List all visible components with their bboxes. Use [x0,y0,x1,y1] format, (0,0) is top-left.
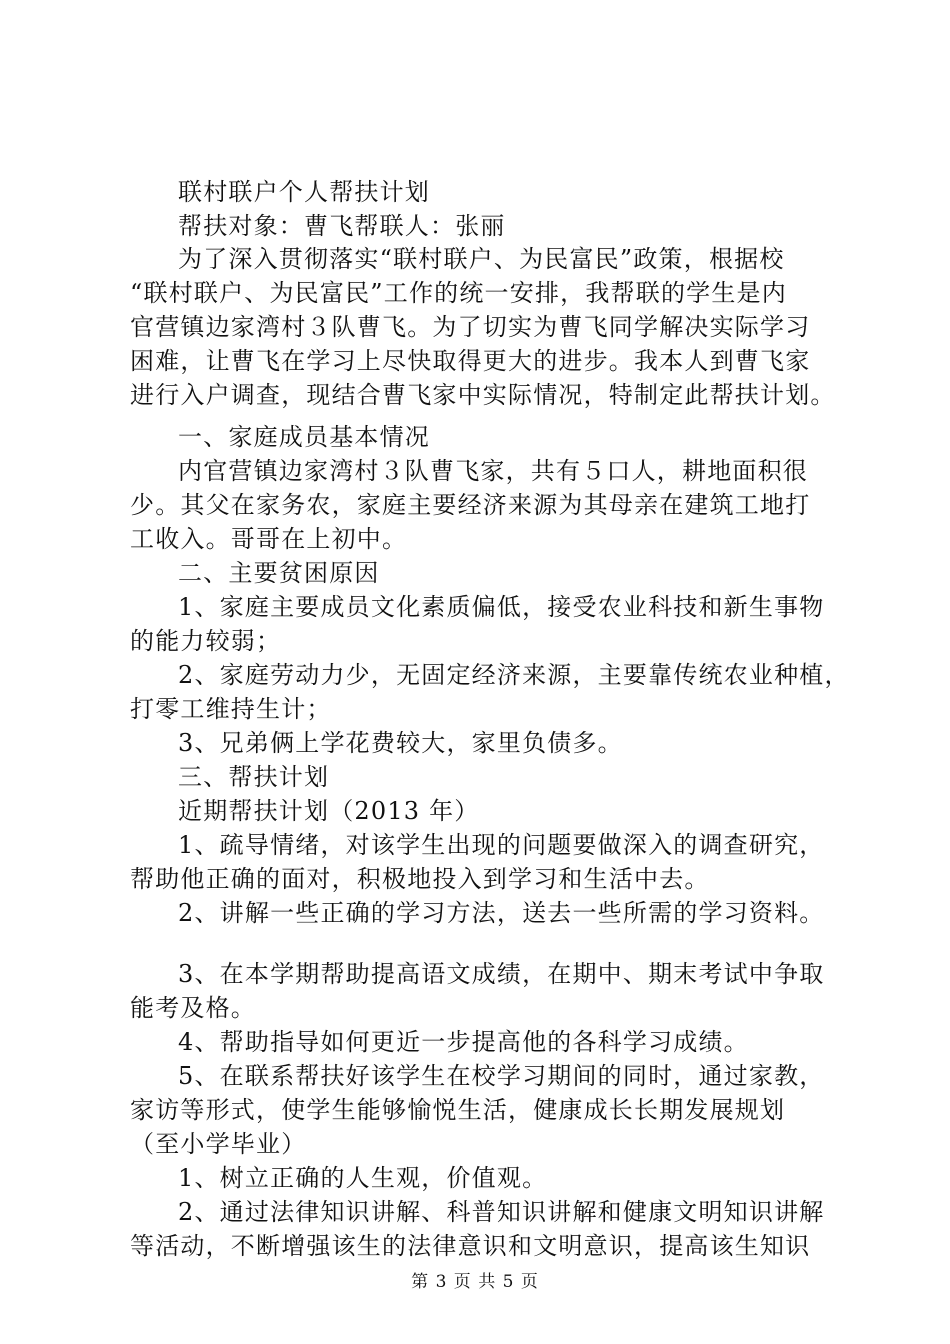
paragraph-line: 3、在本学期帮助提高语文成绩，在期中、期末考试中争取 [178,960,825,988]
intro-line: 困难，让曹飞在学习上尽快取得更大的进步。我本人到曹飞家 [130,347,811,375]
paragraph-line: 的能力较弱； [130,627,282,655]
section-heading: 一、家庭成员基本情况 [178,423,430,451]
paragraph-line: 1、家庭主要成员文化素质偏低，接受农业科技和新生事物 [178,593,825,621]
intro-line: 进行入户调查，现结合曹飞家中实际情况，特制定此帮扶计划。 [130,381,836,409]
intro-line: 为了深入贯彻落实“联村联户、为民富民”政策，根据校 [178,245,785,273]
paragraph-line: 能考及格。 [130,994,256,1022]
paragraph-line: 4、帮助指导如何更近一步提高他的各科学习成绩。 [178,1028,749,1056]
section-heading: 二、主要贫困原因 [178,559,380,587]
paragraph-line: 1、疏导情绪，对该学生出现的问题要做深入的调查研究， [178,831,825,859]
subsection-heading: 近期帮扶计划（2013 年） [178,797,480,825]
paragraph-line: 等活动，不断增强该生的法律意识和文明意识，提高该生知识 [130,1232,811,1260]
paragraph-line: 2、讲解一些正确的学习方法，送去一些所需的学习资料。 [178,899,825,927]
paragraph-line: 少。其父在家务农，家庭主要经济来源为其母亲在建筑工地打 [130,491,811,519]
paragraph-line: 工收入。哥哥在上初中。 [130,525,408,553]
paragraph-line: 1、树立正确的人生观，价值观。 [178,1164,548,1192]
paragraph-line: 2、通过法律知识讲解、科普知识讲解和健康文明知识讲解 [178,1198,825,1226]
paragraph-line: 家访等形式，使学生能够愉悦生活，健康成长长期发展规划 [130,1096,786,1124]
paragraph-line: （至小学毕业） [130,1130,307,1158]
target-line: 帮扶对象：曹飞帮联人：张丽 [178,212,506,240]
paragraph-line: 2、家庭劳动力少，无固定经济来源，主要靠传统农业种植， [178,661,850,689]
paragraph-line: 打零工维持生计； [130,695,332,723]
paragraph-line: 5、在联系帮扶好该学生在校学习期间的同时，通过家教， [178,1062,825,1090]
document-title: 联村联户个人帮扶计划 [178,178,430,206]
paragraph-line: 帮助他正确的面对，积极地投入到学习和生活中去。 [130,865,710,893]
paragraph-line: 3、兄弟俩上学花费较大，家里负债多。 [178,729,623,757]
section-heading: 三、帮扶计划 [178,763,330,791]
page-footer: 第 3 页 共 5 页 [411,1272,539,1292]
intro-line: 官营镇边家湾村３队曹飞。为了切实为曹飞同学解决实际学习 [130,313,811,341]
intro-line: “联村联户、为民富民”工作的统一安排，我帮联的学生是内 [130,279,787,307]
paragraph-line: 内官营镇边家湾村３队曹飞家，共有５口人，耕地面积很 [178,457,808,485]
